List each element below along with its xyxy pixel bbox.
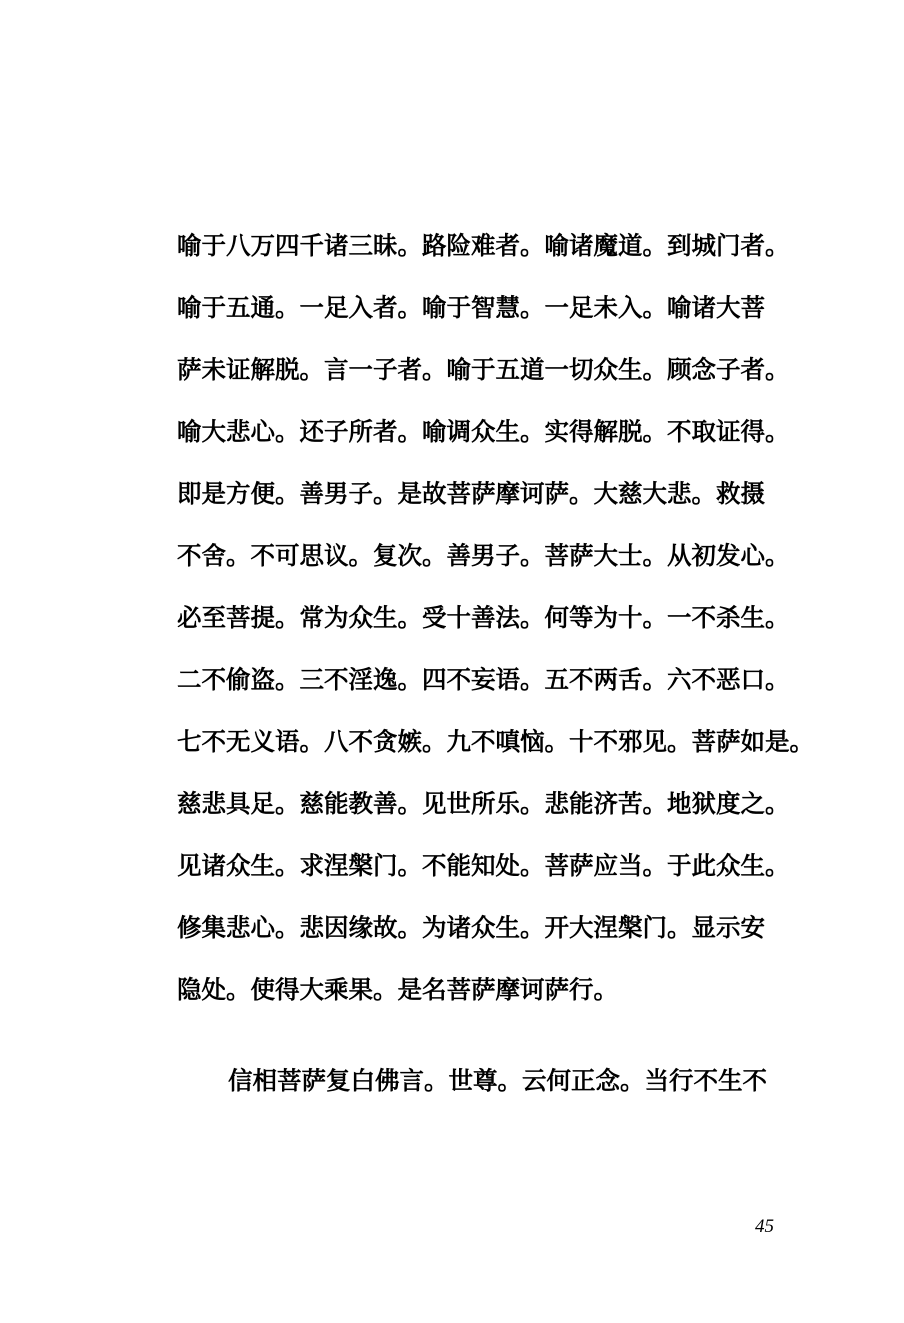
text-line: 喻于五通。一足入者。喻于智慧。一足未入。喻诸大菩	[177, 293, 765, 322]
second-paragraph	[228, 1059, 788, 1121]
text-line: 七不无义语。八不贪嫉。九不嗔恼。十不邪见。菩萨如是。	[177, 727, 814, 756]
text-line: 萨未证解脱。言一子者。喻于五道一切众生。顾念子者。	[177, 355, 790, 384]
page-number: 45	[755, 1216, 774, 1237]
text-line: 修集悲心。悲因缘故。为诸众生。开大涅槃门。显示安	[177, 913, 765, 942]
text-line: 即是方便。善男子。是故菩萨摩诃萨。大慈大悲。救摄	[177, 479, 765, 508]
text-line: 隐处。使得大乘果。是名菩萨摩诃萨行。	[177, 975, 618, 1004]
text-line: 信相菩萨复白佛言。世尊。云何正念。当行不生不	[228, 1066, 767, 1095]
text-line: 必至菩提。常为众生。受十善法。何等为十。一不杀生。	[177, 603, 790, 632]
text-line: 二不偷盗。三不淫逸。四不妄语。五不两舌。六不恶口。	[177, 665, 790, 694]
text-line: 喻大悲心。还子所者。喻调众生。实得解脱。不取证得。	[177, 417, 790, 446]
text-line: 见诸众生。求涅槃门。不能知处。菩萨应当。于此众生。	[177, 851, 790, 880]
text-line: 慈悲具足。慈能教善。见世所乐。悲能济苦。地狱度之。	[177, 789, 790, 818]
body-paragraph	[177, 224, 814, 1030]
text-line: 不舍。不可思议。复次。善男子。菩萨大士。从初发心。	[177, 541, 790, 570]
text-line: 喻于八万四千诸三昧。路险难者。喻诸魔道。到城门者。	[177, 231, 790, 260]
